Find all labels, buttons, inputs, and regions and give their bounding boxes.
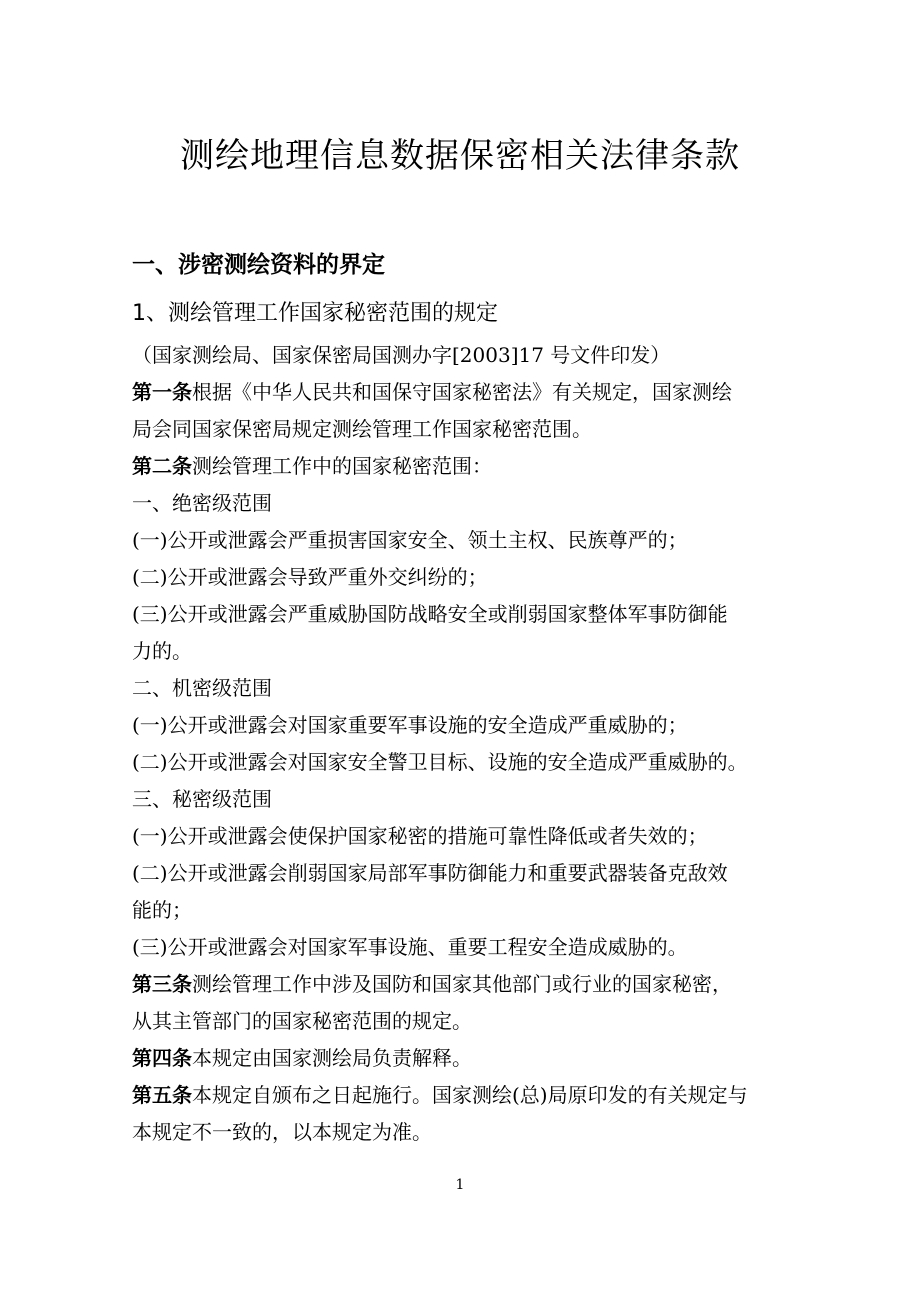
article-5-text: 本规定自颁布之日起施行。国家测绘(总)局原印发的有关规定与	[192, 1083, 748, 1107]
confidential-item-2: (二)公开或泄露会对国家安全警卫目标、设施的安全造成严重威胁的。	[132, 750, 748, 774]
secret-heading: 三、秘密级范围	[132, 787, 272, 811]
article-4-line	[132, 1040, 792, 1077]
secret-item-2-line-1: (二)公开或泄露会削弱国家局部军事防御能力和重要武器装备克敌效	[132, 861, 728, 885]
top-secret-item-3-line-1: (三)公开或泄露会严重威胁国防战略安全或削弱国家整体军事防御能	[132, 602, 728, 626]
page-number: 1	[455, 1177, 465, 1193]
article-1-line-1	[132, 374, 792, 411]
article-5-label: 第五条	[132, 1083, 192, 1107]
source-note: （国家测绘局、国家保密局国测办字[2003]17 号文件印发）	[132, 343, 671, 367]
article-1-line-2: 局会同国家保密局规定测绘管理工作国家秘密范围。	[132, 417, 592, 441]
article-3-line-2: 从其主管部门的国家秘密范围的规定。	[132, 1009, 472, 1033]
top-secret-item-3-line-2: 力的。	[132, 639, 192, 663]
article-1-text: 根据《中华人民共和国保守国家秘密法》有关规定，国家测绘	[192, 380, 732, 404]
article-4-text: 本规定由国家测绘局负责解释。	[192, 1046, 472, 1070]
article-1-label: 第一条	[132, 380, 192, 404]
article-3-text: 测绘管理工作中涉及国防和国家其他部门或行业的国家秘密，	[192, 972, 732, 996]
confidential-item-1: (一)公开或泄露会对国家重要军事设施的安全造成严重威胁的；	[132, 713, 688, 737]
document-title: 测绘地理信息数据保密相关法律条款	[180, 136, 740, 176]
body-text	[132, 337, 792, 1151]
article-2-line	[132, 448, 792, 485]
article-5-line-1	[132, 1077, 792, 1114]
article-5-line-2: 本规定不一致的，以本规定为准。	[132, 1120, 432, 1144]
secret-item-2-line-2: 能的；	[132, 898, 192, 922]
section-heading: 一、涉密测绘资料的界定	[132, 252, 385, 278]
article-2-text: 测绘管理工作中的国家秘密范围：	[192, 454, 492, 478]
secret-item-3: (三)公开或泄露会对国家军事设施、重要工程安全造成威胁的。	[132, 935, 688, 959]
article-3-line-1	[132, 966, 792, 1003]
top-secret-item-2: (二)公开或泄露会导致严重外交纠纷的；	[132, 565, 488, 589]
article-4-label: 第四条	[132, 1046, 192, 1070]
top-secret-item-1: (一)公开或泄露会严重损害国家安全、领土主权、民族尊严的；	[132, 528, 688, 552]
confidential-heading: 二、机密级范围	[132, 676, 272, 700]
article-2-label: 第二条	[132, 454, 192, 478]
secret-item-1: (一)公开或泄露会使保护国家秘密的措施可靠性降低或者失效的；	[132, 824, 708, 848]
sub-heading: 1、测绘管理工作国家秘密范围的规定	[132, 301, 498, 326]
top-secret-heading: 一、绝密级范围	[132, 491, 272, 515]
article-3-label: 第三条	[132, 972, 192, 996]
